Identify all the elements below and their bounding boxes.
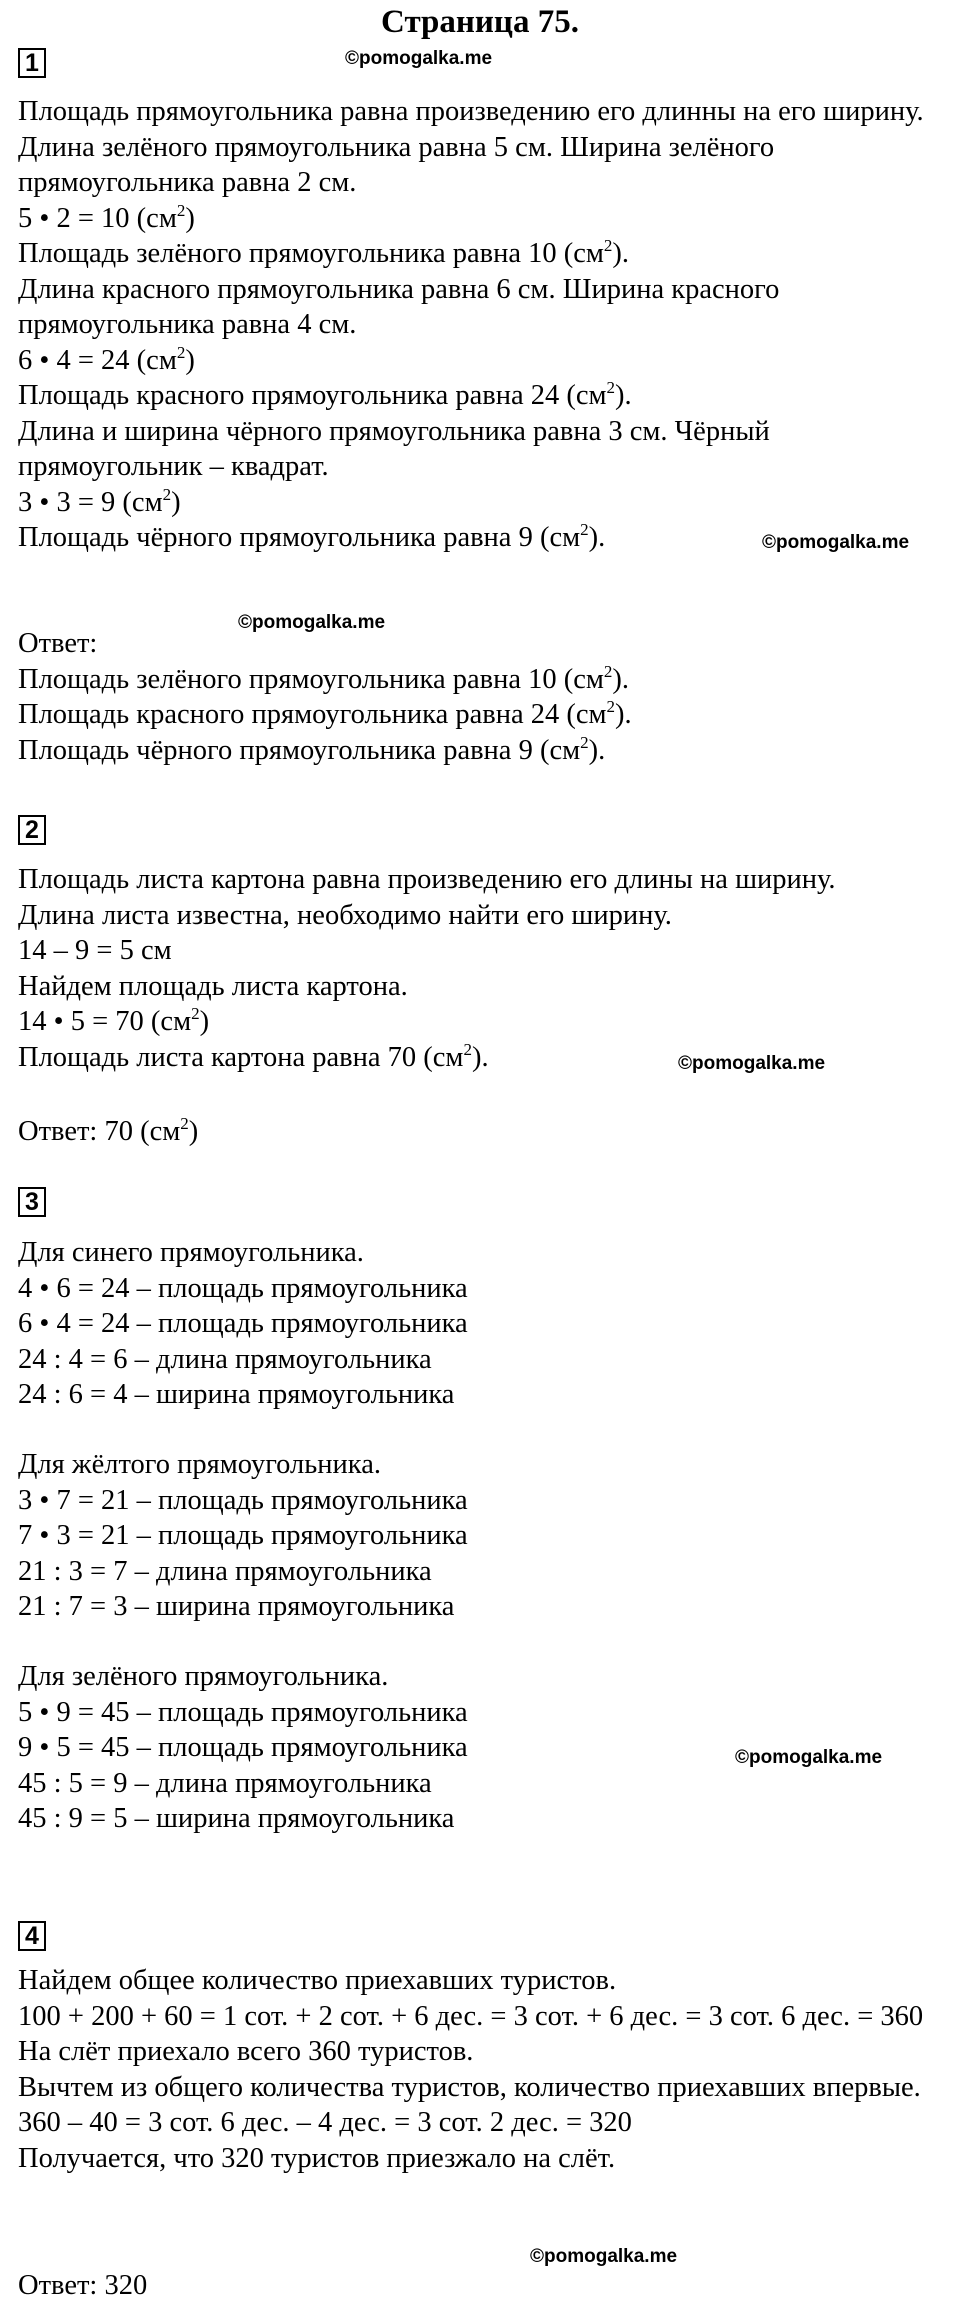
equation-line: 360 – 40 = 3 сот. 6 дес. – 4 дес. = 3 сот. 2 дес. = 320 bbox=[18, 2107, 632, 2138]
answer-label: Ответ: bbox=[18, 628, 98, 659]
equation-line: 24 : 6 = 4 – ширина прямоугольника bbox=[18, 1379, 455, 1410]
text-line: Площадь листа картона равна 70 $(см^2)$. bbox=[18, 1039, 489, 1073]
equation-line: 5 • 9 = 45 – площадь прямоугольника bbox=[18, 1696, 468, 1728]
equation-line: 100 + 200 + 60 = 1 сот. + 2 сот. + 6 дес. = 3 сот. + 6 дес. = 3 сот. 6 дес. = 360 bbox=[18, 2000, 924, 2032]
group-heading: Для жёлтого прямоугольника. bbox=[18, 1449, 381, 1480]
text-line: Площадь прямоугольника равна произведению его длинны на его ширину. bbox=[18, 96, 924, 127]
equation-line: 6 • 4 = 24 $(см^2)$ bbox=[18, 342, 195, 376]
watermark: ©pomogalka.me bbox=[345, 48, 493, 69]
text-line: Вычтем из общего количества туристов, количество приехавших впервые. bbox=[18, 2071, 921, 2103]
task-1-body bbox=[18, 94, 948, 556]
task-3-group-green bbox=[18, 1659, 948, 1837]
task-1-answer bbox=[18, 626, 948, 768]
text-line: Длина листа известна, необходимо найти его ширину. bbox=[18, 899, 672, 931]
task-number-box: 1 bbox=[18, 48, 46, 78]
group-heading: Для зелёного прямоугольника. bbox=[18, 1661, 389, 1692]
text-line: Площадь листа картона равна произведению его длины на ширину. bbox=[18, 864, 836, 895]
equation-line: 14 • 5 = 70 $(см^2)$ bbox=[18, 1004, 210, 1037]
task-number-box: 3 bbox=[18, 1187, 46, 1217]
equation-line: 14 – 9 = 5 см bbox=[18, 935, 172, 966]
task-number-box: 2 bbox=[18, 815, 46, 845]
equation-line: 7 • 3 = 21 – площадь прямоугольника bbox=[18, 1520, 468, 1551]
task-2-answer bbox=[18, 1114, 948, 1150]
watermark: ©pomogalka.me bbox=[530, 2246, 678, 2267]
watermark: ©pomogalka.me bbox=[735, 1747, 883, 1768]
text-line: Длина зелёного прямоугольника равна 5 см. Ширина зелёного прямоугольника равна 2 см. bbox=[18, 131, 775, 198]
text-line: На слёт приехало всего 360 туристов. bbox=[18, 2036, 474, 2067]
equation-line: 21 : 7 = 3 – ширина прямоугольника bbox=[18, 1591, 455, 1622]
task-4-answer bbox=[18, 2268, 948, 2304]
equation-line: 5 • 2 = 10 $(см^2)$ bbox=[18, 200, 195, 234]
task-2-body bbox=[18, 862, 948, 1075]
watermark: ©pomogalka.me bbox=[678, 1053, 826, 1074]
equation-line: 21 : 3 = 7 – длина прямоугольника bbox=[18, 1555, 432, 1587]
equation-line: 3 • 7 = 21 – площадь прямоугольника bbox=[18, 1484, 468, 1516]
watermark: ©pomogalka.me bbox=[238, 612, 386, 633]
answer-line: Площадь зелёного прямоугольника равна 10 $(см^2)$. bbox=[18, 661, 630, 695]
text-line: Найдем общее количество приехавших туристов. bbox=[18, 1965, 617, 1996]
group-heading: Для синего прямоугольника. bbox=[18, 1237, 364, 1268]
equation-line: 24 : 4 = 6 – длина прямоугольника bbox=[18, 1343, 432, 1375]
task-3-group-yellow bbox=[18, 1447, 948, 1625]
equation-line: 3 • 3 = 9 $(см^2)$ bbox=[18, 484, 181, 518]
equation-line: 9 • 5 = 45 – площадь прямоугольника bbox=[18, 1732, 468, 1763]
answer-line: Ответ: 70 $(см^2)$ bbox=[18, 1114, 199, 1147]
task-number-box: 4 bbox=[18, 1921, 46, 1951]
text-line: Длина красного прямоугольника равна 6 см. Ширина красного прямоугольника равна 4 см. bbox=[18, 273, 780, 340]
text-line: Длина и ширина чёрного прямоугольника равна 3 см. Чёрный прямоугольник – квадрат. bbox=[18, 415, 770, 482]
answer-line: Площадь красного прямоугольника равна 24 $(см^2)$. bbox=[18, 697, 632, 730]
task-3-group-blue bbox=[18, 1235, 948, 1413]
task-4-body bbox=[18, 1963, 948, 2176]
watermark: ©pomogalka.me bbox=[762, 532, 910, 553]
text-line: Площадь красного прямоугольника равна 24 $(см^2)$. bbox=[18, 378, 632, 411]
text-line: Найдем площадь листа картона. bbox=[18, 970, 408, 1002]
answer-line: Площадь чёрного прямоугольника равна 9 $(см^2)$. bbox=[18, 732, 606, 766]
text-line: Площадь чёрного прямоугольника равна 9 $(см^2)$. bbox=[18, 520, 606, 553]
equation-line: 6 • 4 = 24 – площадь прямоугольника bbox=[18, 1308, 468, 1339]
text-line: Получается, что 320 туристов приезжало на слёт. bbox=[18, 2142, 616, 2174]
page-title: Страница 75. bbox=[381, 4, 579, 40]
equation-line: 45 : 9 = 5 – ширина прямоугольника bbox=[18, 1803, 455, 1834]
equation-line: 45 : 5 = 9 – длина прямоугольника bbox=[18, 1767, 432, 1799]
answer-line: Ответ: 320 bbox=[18, 2270, 148, 2301]
equation-line: 4 • 6 = 24 – площадь прямоугольника bbox=[18, 1272, 468, 1304]
text-line: Площадь зелёного прямоугольника равна 10 $(см^2)$. bbox=[18, 236, 630, 269]
